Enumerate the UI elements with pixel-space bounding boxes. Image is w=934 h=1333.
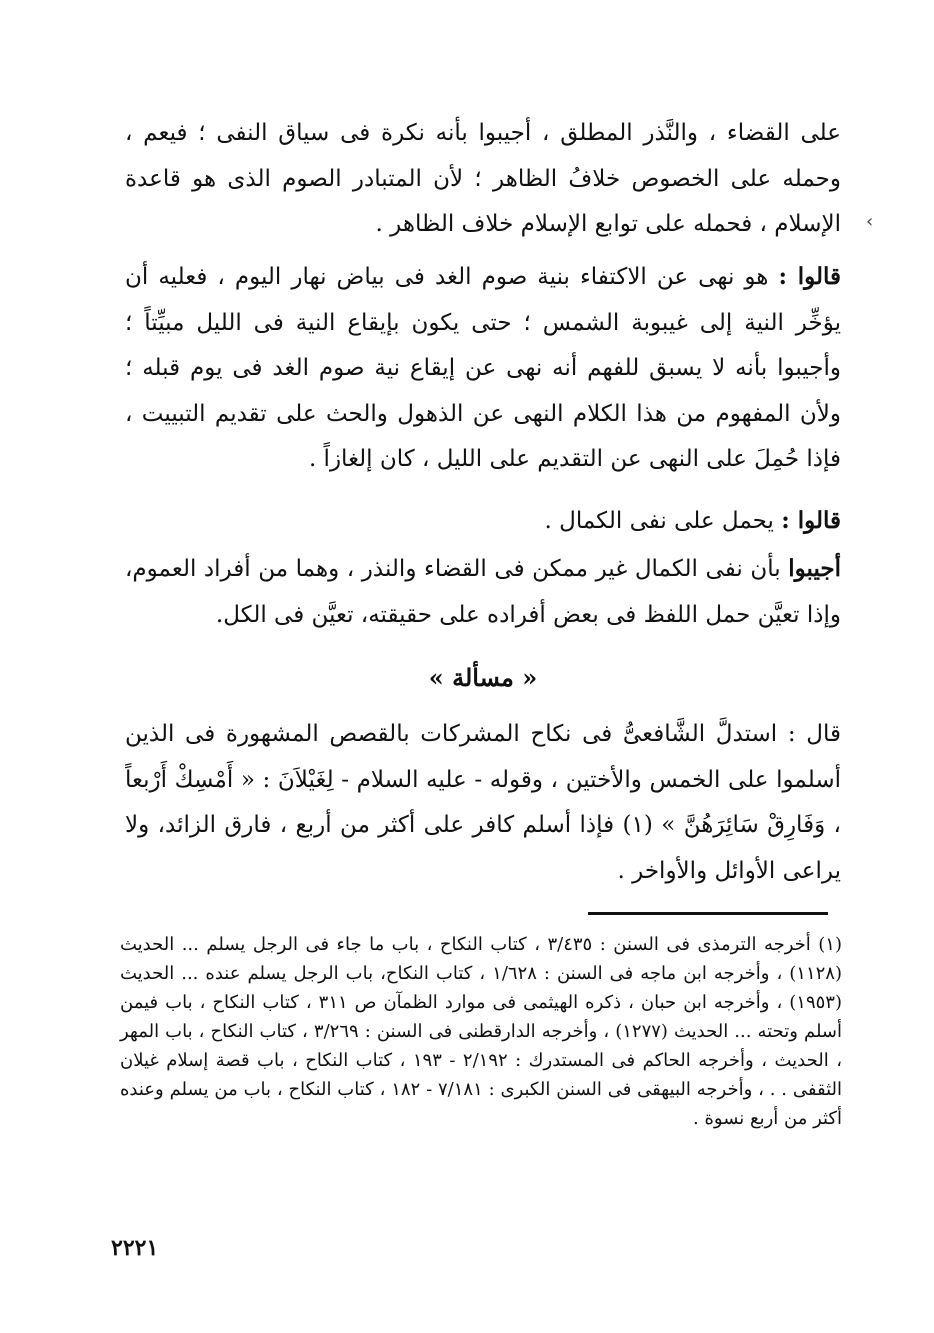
page-number: ٢٢٢١: [111, 1235, 159, 1261]
paragraph-3: [125, 498, 841, 545]
paragraph-3-text: يحمل على نفى الكمال .: [544, 508, 782, 534]
margin-mark: ‹: [866, 211, 874, 232]
paragraph-5-text: قال : استدلَّ الشَّافعىُّ فى نكاح المشركات بالقصص المشهورة فى الذين أسلموا على الخمس والأختين ، وقوله - عليه السلام - لِغَيْلاَنَ : « أَمْسِكْ أَرْبعاً ، وَفَارِقْ سَائِرَهُنَّ » (١) فإذا أسلم كافر على أكثر من أربع ، فارق الزائد، ولا يراعى الأوائل والأواخر .: [125, 721, 841, 884]
paragraph-3-lead: قالوا :: [781, 507, 841, 534]
paragraph-1: [125, 111, 841, 248]
paragraph-2-lead: قالوا :: [778, 263, 841, 290]
footnote-divider: [588, 912, 828, 915]
paragraph-4: [125, 546, 841, 638]
footnote: [120, 930, 842, 1133]
paragraph-5: [125, 712, 841, 894]
paragraph-2-text: هو نهى عن الاكتفاء بنية صوم الغد فى بياض نهار اليوم ، فعليه أن يؤخِّر النية إلى غيبوبة الشمس ؛ حتى يكون بإيقاع النية فى الليل مبيِّتاً ؛ وأجيبوا بأنه لا يسبق للفهم أنه نهى عن إيقاع نية صوم الغد فى يوم قبله ؛ ولأن المفهوم من هذا الكلام النهى عن الذهول والحث على تقديم التبييت ، فإذا حُمِلَ على النهى عن التقديم على الليل ، كان إلغازاً .: [125, 264, 841, 472]
paragraph-4-lead: أجيبوا: [788, 555, 841, 582]
paragraph-2: [125, 254, 841, 483]
footnote-text: (١) أخرجه الترمذى فى السنن : ٣/٤٣٥ ، كتاب النكاح ، باب ما جاء فى الرجل يسلم ... الحديث (١١٢٨) ، وأخرجه ابن ماجه فى السنن : ١/٦٢٨ ، كتاب النكاح، باب الرجل يسلم عنده ... الحديث (١٩٥٣) ، وأخرجه ابن حبان ، ذكره الهيثمى فى موارد الظمآن ص ٣١١ ، كتاب النكاح ، باب فيمن أسلم وتحته ... الحديث (١٢٧٧) ، وأخرجه الدارقطنى فى السنن : ٣/٢٦٩ ، كتاب النكاح ، باب المهر ، الحديث ، وأخرجه الحاكم فى المستدرك : ٢/١٩٢ - ١٩٣ ، كتاب النكاح ، باب قصة إسلام غيلان الثقفى . . ، وأخرجه البيهقى فى السنن الكبرى : ٧/١٨١ - ١٨٢ ، كتاب النكاح ، باب من يسلم وعنده أكثر من أربع نسوة .: [120, 934, 843, 1129]
section-heading: « مسألة »: [428, 663, 538, 692]
paragraph-1-text: على القضاء ، والنَّذر المطلق ، أجيبوا بأنه نكرة فى سياق النفى ؛ فيعم ، وحمله على الخصوص خلافُ الظاهر ؛ لأن المتبادر الصوم الذى هو قاعدة الإسلام ، فحمله على توابع الإسلام خلاف الظاهر .: [125, 120, 841, 237]
paragraph-4-text: بأن نفى الكمال غير ممكن فى القضاء والنذر ، وهما من أفراد العموم، وإذا تعيَّن حمل اللفظ فى بعض أفراده على حقيقته، تعيَّن فى الكل.: [125, 556, 841, 628]
